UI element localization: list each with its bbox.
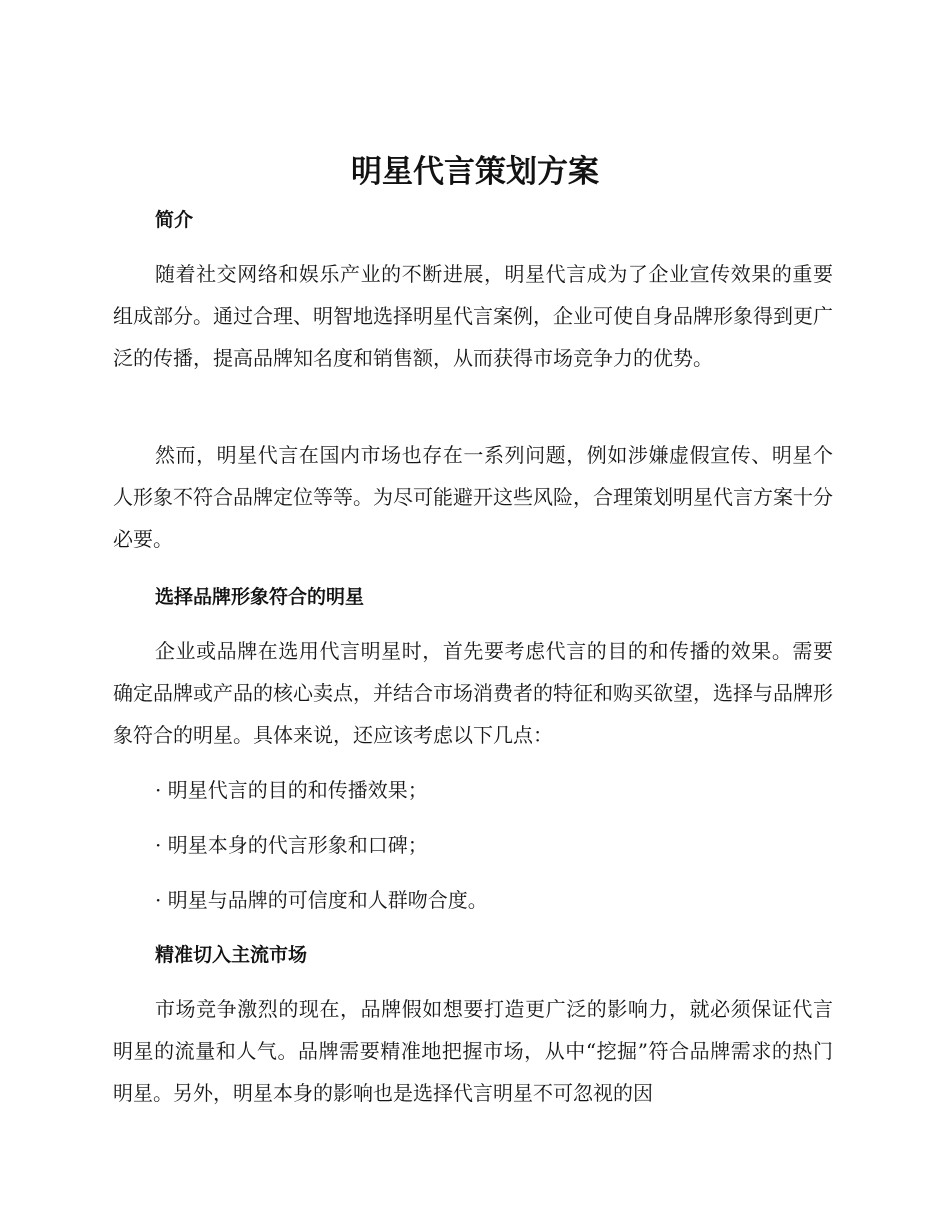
bullet-item-2: · 明星本身的代言形象和口碑；: [155, 833, 428, 857]
intro-paragraph-1: 随着社交网络和娱乐产业的不断进展，明星代言成为了企业宣传效果的重要组成部分。通过合理、明智地选择明星代言案例，企业可使自身品牌形象得到更广泛的传播，提高品牌知名度和销售额，从而获得市场竞争力的优势。: [113, 262, 833, 370]
select-star-paragraph: 企业或品牌在选用代言明星时，首先要考虑代言的目的和传播的效果。需要确定品牌或产品的核心卖点，并结合市场消费者的特征和购买欲望，选择与品牌形象符合的明星。具体来说，还应该考虑以下几点：: [113, 639, 833, 747]
section-heading-mainstream-market: 精准切入主流市场: [155, 944, 308, 966]
section-heading-intro: 简介: [155, 209, 194, 231]
document-title: 明星代言策划方案: [351, 154, 599, 190]
mainstream-market-paragraph: 市场竞争激烈的现在，品牌假如想要打造更广泛的影响力，就必须保证代言明星的流量和人气。品牌需要精准地把握市场，从中“挖掘”符合品牌需求的热门明星。另外，明星本身的影响也是选择代言明星不可忽视的因: [113, 997, 833, 1105]
bullet-item-1: · 明星代言的目的和传播效果；: [155, 778, 428, 802]
bullet-item-3: · 明星与品牌的可信度和人群吻合度。: [155, 888, 488, 912]
section-heading-select-star: 选择品牌形象符合的明星: [155, 586, 365, 608]
intro-paragraph-2: 然而，明星代言在国内市场也存在一系列问题，例如涉嫌虚假宣传、明星个人形象不符合品牌定位等等。为尽可能避开这些风险，合理策划明星代言方案十分必要。: [113, 443, 833, 551]
